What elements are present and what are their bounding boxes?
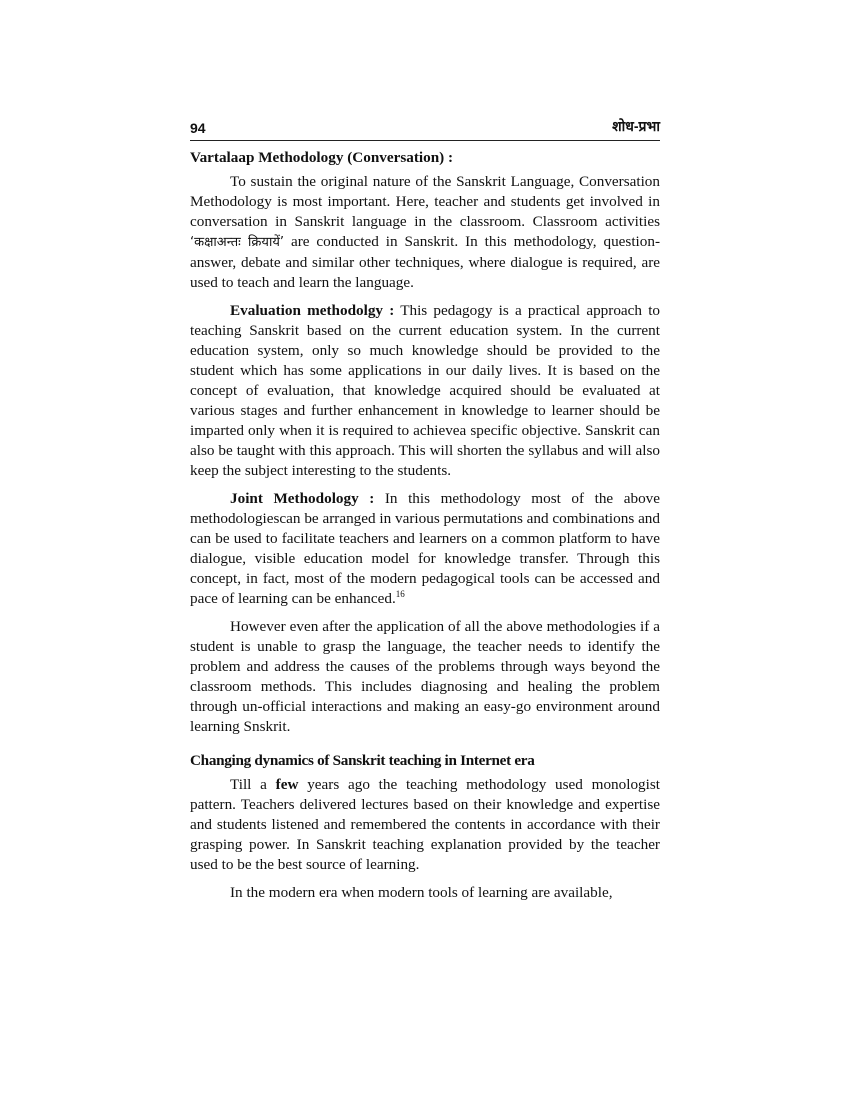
paragraph-text: are conducted in Sanskrit. In this methodology, question-answer, debate and similar other techniques, where dialogue is required, are used to teach and learn the language. <box>190 233 661 291</box>
paragraph-few-years-ago <box>190 775 660 875</box>
run-in-heading-joint: Joint Methodology : <box>230 490 375 507</box>
page-number: 94 <box>190 120 206 136</box>
journal-title: शोध-प्रभा <box>612 118 660 134</box>
sanskrit-quote: ‘कक्षाअन्तः क्रियायें’ <box>190 235 284 250</box>
paragraph-text: To sustain the original nature of the Sanskrit Language, Conversation Methodology is most important. Here, teacher and students get involved in conversation in Sanskrit language in the classroom. Classroom activities <box>190 173 660 230</box>
paragraph-text: years ago the teaching methodology used monologist pattern. Teachers delivered lectures based on their knowledge and expertise and students listened and remembered the contents in accordance with their grasping power. In Sanskrit teaching explanation provided by the teacher used to be the best source of learning. <box>190 776 660 873</box>
paragraph-remedial: However even after the application of all the above methodologies if a student is unable to grasp the language, the teacher needs to identify the problem and address the causes of the problems through ways beyond the classroom methods. This includes diagnosing and healing the problem through un-official interactions and making an easy-go environment around learning Snskrit. <box>190 618 660 735</box>
paragraph-joint <box>190 489 660 609</box>
section-heading-internet-era: Changing dynamics of Sanskrit teaching in Internet era <box>190 752 535 769</box>
section-heading-vartalaap: Vartalaap Methodology (Conversation) : <box>190 149 454 166</box>
paragraph-modern-era: In the modern era when modern tools of learning are available, <box>230 884 613 901</box>
paragraph-text: Till a <box>230 776 276 793</box>
page-body <box>190 148 660 911</box>
paragraph-text: In this methodology most of the above methodologiescan be arranged in various permutations and combinations and can be used to facilitate teachers and learners on a common platform to have dialogue, visible education model for knowledge transfer. Through this concept, in fact, most of the modern pedagogical tools can be accessed and pace of learning can be enhanced. <box>190 490 660 607</box>
paragraph-conversation <box>190 172 660 293</box>
footnote-marker: 16 <box>395 589 405 599</box>
paragraph-evaluation <box>190 301 660 481</box>
emphasis-word: few <box>275 776 299 793</box>
run-in-heading-evaluation: Evaluation methodolgy : <box>230 302 395 319</box>
page-header <box>190 116 660 141</box>
paragraph-text: This pedagogy is a practical approach to teaching Sanskrit based on the current education system. In the current education system, only so much knowledge should be provided to the student which has some applications in our daily lives. It is based on the concept of evaluation, that knowledge acquired should be evaluated at various stages and further enhancement in knowledge to learner should be imparted only when it is required to achievea specific objective. Sanskrit can also be taught with this approach. This will shorten the syllabus and will also keep the subject interesting to the students. <box>190 302 661 479</box>
